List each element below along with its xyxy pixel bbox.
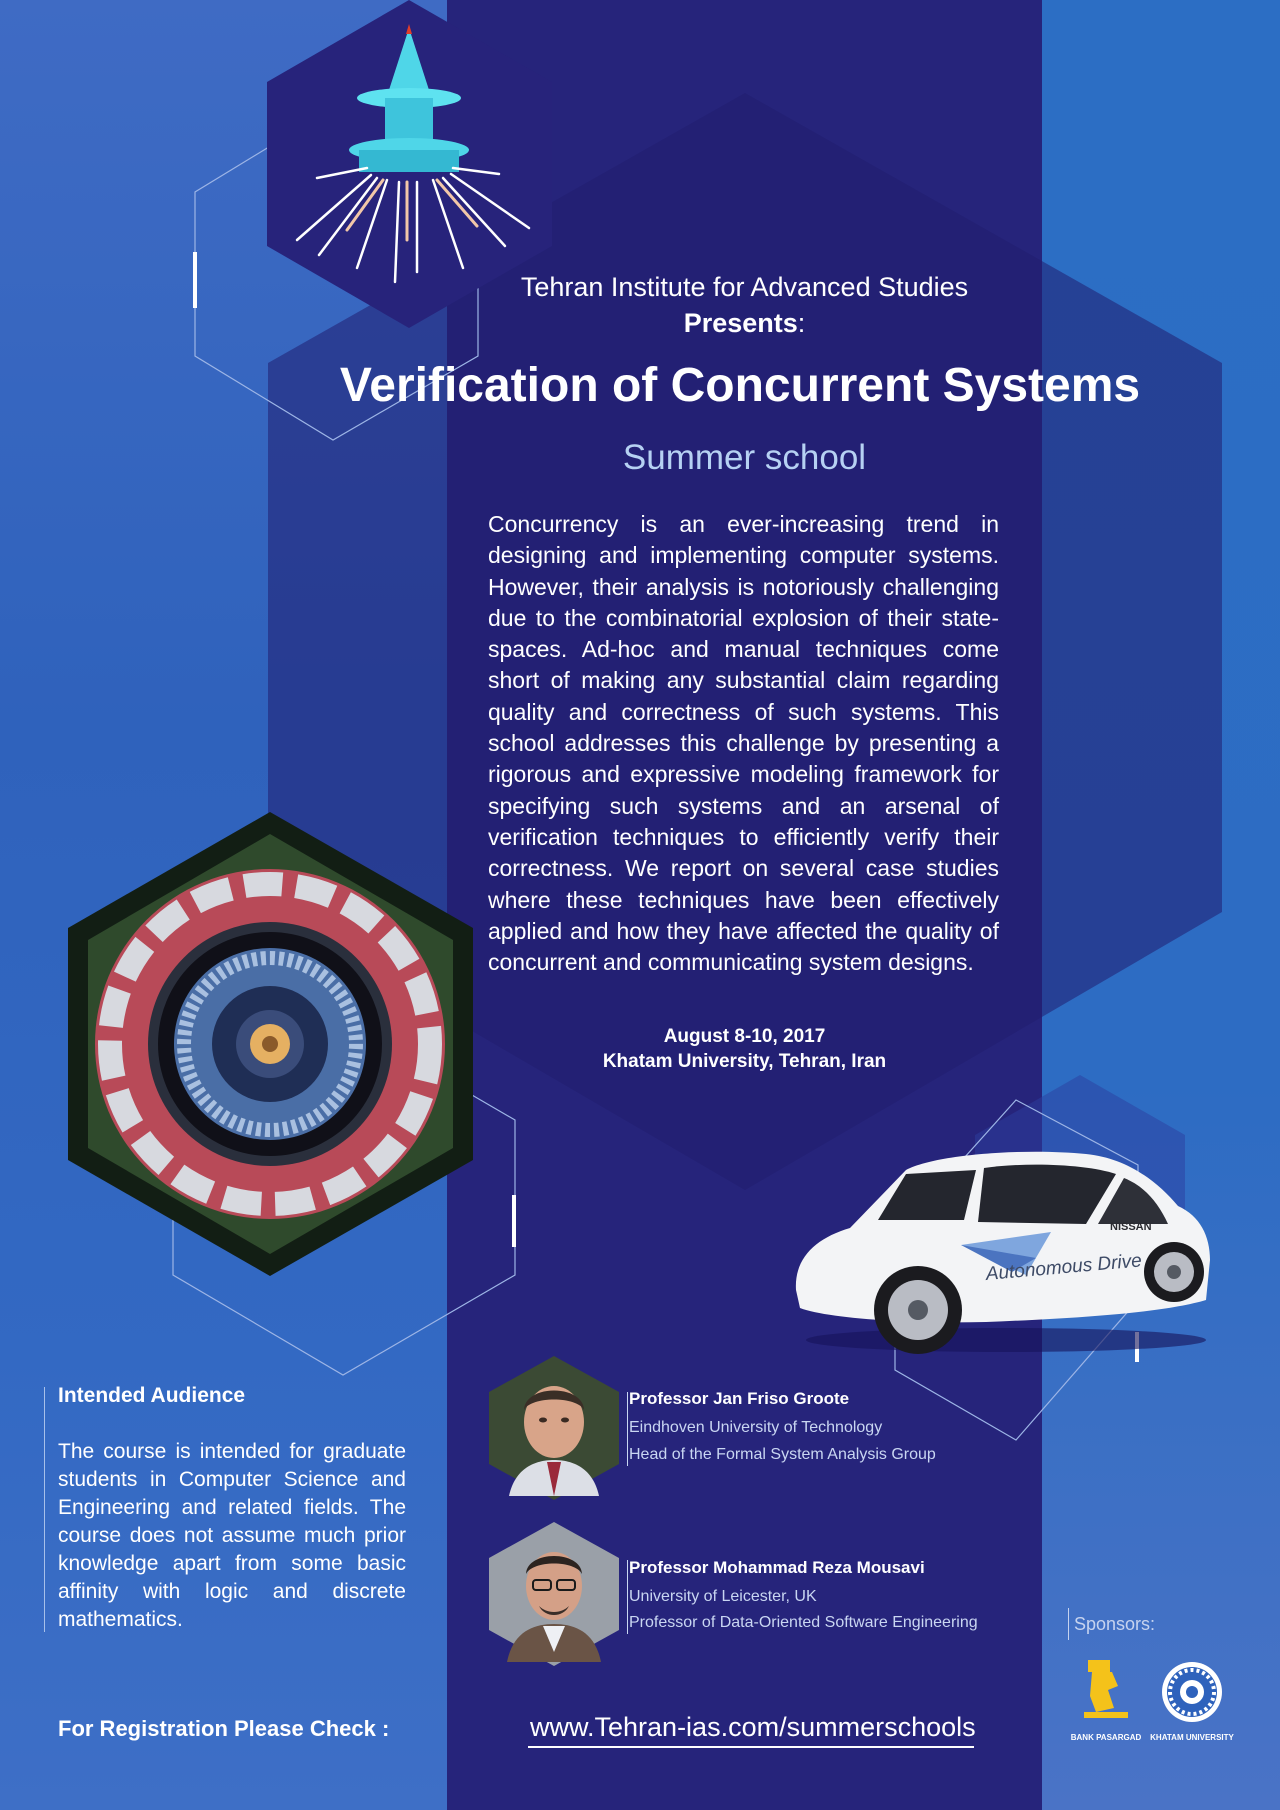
event-info xyxy=(447,1024,1042,1074)
institute-name: Tehran Institute for Advanced Studies xyxy=(520,272,969,302)
sponsors-divider xyxy=(1068,1608,1069,1640)
speaker-affiliation: Eindhoven University of Technology xyxy=(629,1419,883,1436)
registration-link-underline xyxy=(528,1746,974,1748)
speaker-name: Professor Mohammad Reza Mousavi xyxy=(629,1558,925,1577)
particle-detector-image xyxy=(68,812,473,1277)
car-decal-label: Autonomous Drive xyxy=(985,1250,1143,1285)
page-subtitle: Summer school xyxy=(622,438,867,477)
car-wheel-rear xyxy=(1144,1242,1204,1302)
speaker-role: Head of the Formal System Analysis Group xyxy=(629,1446,936,1463)
presents-label xyxy=(447,308,1042,339)
presents-colon: : xyxy=(797,308,806,338)
speaker-affiliation: University of Leicester, UK xyxy=(629,1588,817,1605)
speaker-photo-mousavi xyxy=(489,1522,619,1666)
sponsor-name: KHATAM UNIVERSITY xyxy=(1150,1733,1234,1742)
khatam-university-seal-icon xyxy=(1160,1660,1224,1724)
sponsor-name: BANK PASARGAD xyxy=(1070,1733,1142,1742)
speaker-role: Professor of Data-Oriented Software Engineering xyxy=(629,1614,978,1631)
page-title: Verification of Concurrent Systems xyxy=(339,359,1141,412)
speaker-photo-groote xyxy=(489,1356,619,1500)
autonomous-car-image xyxy=(786,1140,1214,1360)
event-date: August 8-10, 2017 xyxy=(663,1026,826,1047)
registration-link[interactable]: www.Tehran-ias.com/summerschools xyxy=(530,1712,976,1742)
registration-label: For Registration Please Check : xyxy=(58,1716,390,1741)
audience-title: Intended Audience xyxy=(58,1384,246,1407)
sponsors-label: Sponsors: xyxy=(1074,1614,1156,1634)
audience-divider xyxy=(44,1387,45,1632)
presents-word: Presents xyxy=(683,308,798,338)
speaker-name: Professor Jan Friso Groote xyxy=(629,1389,850,1408)
audience-text: The course is intended for graduate students in Computer Science and Engineering and related fields. The course does not assume much prior knowledge apart from some basic affinity with logic and discrete mathematics. xyxy=(58,1440,406,1631)
speaker-divider xyxy=(627,1392,628,1466)
speaker-divider xyxy=(627,1560,628,1634)
bank-pasargad-logo-icon xyxy=(1078,1656,1134,1736)
event-location: Khatam University, Tehran, Iran xyxy=(602,1051,887,1072)
car-brand-label: NISSAN xyxy=(1110,1221,1152,1233)
car-wheel-front xyxy=(874,1266,962,1354)
course-description: Concurrency is an ever-increasing trend in designing and implementing computer systems. However, their analysis is notoriously challenging due to the combinatorial explosion of their state-spaces. Ad-hoc and manual techniques come short of making any substantial claim regarding quality and correctness of such systems. This school addresses this challenge by presenting a rigorous and expressive modeling framework for specifying such systems and an arsenal of verification techniques to efficiently verify their correctness. We report on several case studies where these techniques have been effectively applied and how they have affected the quality of concurrent and communicating system designs. xyxy=(488,511,999,976)
